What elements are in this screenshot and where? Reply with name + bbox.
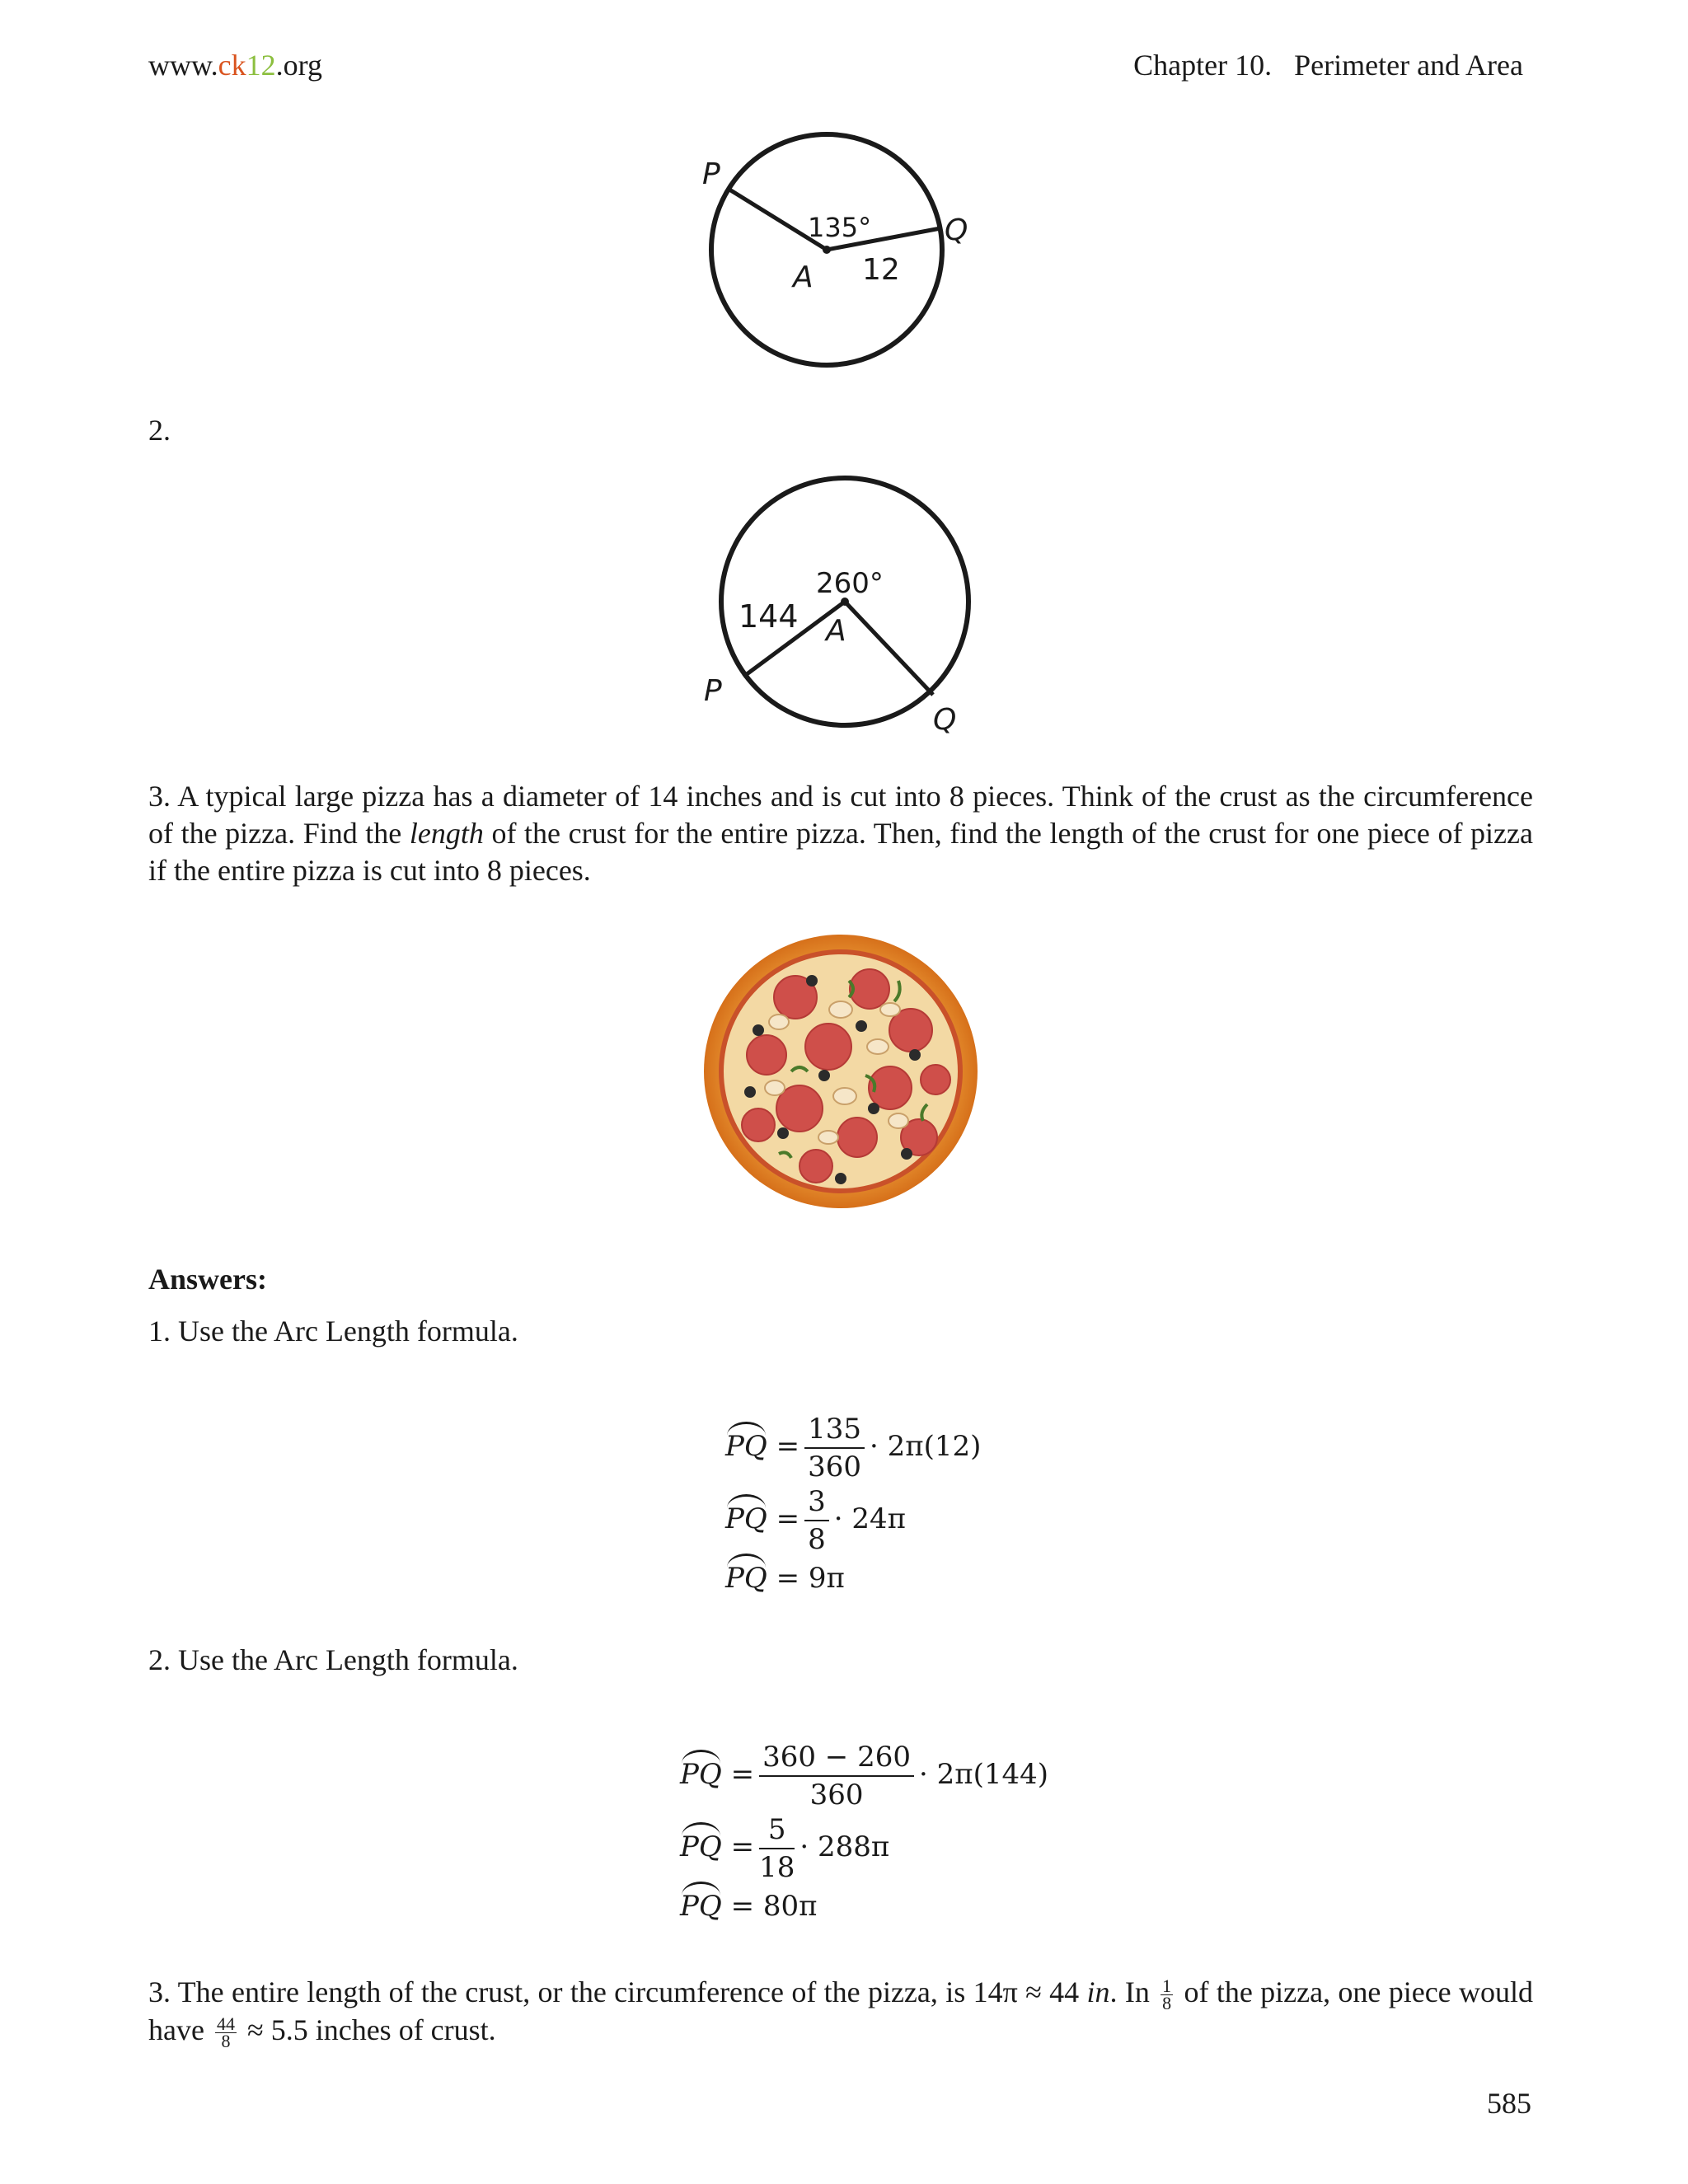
radius-aq: [845, 602, 933, 695]
angle-label: 260°: [816, 567, 884, 600]
circle-diagram-2: [692, 474, 1006, 738]
label-a: A: [793, 260, 814, 294]
answer-3-text: 3. The entire length of the crust, or the circumference of the pizza, is 14π ≈ 44 in. In $\frac{1}{8}$ of the pizza, one piece would have $\frac{44}{8}$ ≈ 5.5 inches of crust.: [148, 1975, 1533, 2052]
label-q: Q: [933, 703, 957, 737]
page-number: 585: [1487, 2087, 1531, 2120]
answers-heading: Answers:: [148, 1263, 267, 1296]
eq1-line-1: PQ = $\frac{135}{360}$ · 2π(12): [725, 1413, 982, 1483]
answer-1-intro: 1. Use the Arc Length formula.: [148, 1315, 518, 1347]
angle-label: 135°: [808, 212, 872, 243]
answer-2-intro: 2. Use the Arc Length formula.: [148, 1643, 518, 1676]
eq1-line-2: PQ = $\frac{3}{8}$ · 24π: [725, 1485, 906, 1556]
circle-diagram-1: [692, 128, 1006, 383]
radius-label: 144: [738, 598, 799, 635]
eq2-line-2: PQ = $\frac{5}{18}$ · 288π: [680, 1813, 890, 1884]
eq2-line-3: PQ = 80π: [680, 1890, 818, 1923]
pizza-image: [701, 931, 981, 1212]
problem-2-label: 2.: [148, 414, 171, 447]
label-p: P: [704, 674, 722, 708]
label-q: Q: [945, 213, 968, 247]
site-url[interactable]: www.ck12.org: [148, 49, 322, 82]
label-a: A: [826, 614, 846, 648]
fraction-44-over-8: $\frac{44}{8}$: [216, 2013, 235, 2052]
fraction-one-eighth: $\frac{1}{8}$: [1162, 1975, 1172, 2014]
problem-3-text: 3. A typical large pizza has a diameter of 14 inches and is cut into 8 pieces. Think of the crust as the circumference of the pizza. Find the length of the crust for the entire pizza. Then, find the length of the crust for one piece of pizza if the entire pizza is cut into 8 pieces.: [148, 780, 1533, 887]
eq1-line-3: PQ = 9π: [725, 1562, 845, 1595]
eq2-line-1: PQ = $\frac{360 - 260}{360}$ · 2π(144): [680, 1741, 1049, 1811]
label-p: P: [702, 157, 720, 191]
radius-label: 12: [862, 253, 900, 287]
chapter-header: Chapter 10. Perimeter and Area: [1133, 49, 1523, 82]
center-point: [823, 246, 831, 254]
